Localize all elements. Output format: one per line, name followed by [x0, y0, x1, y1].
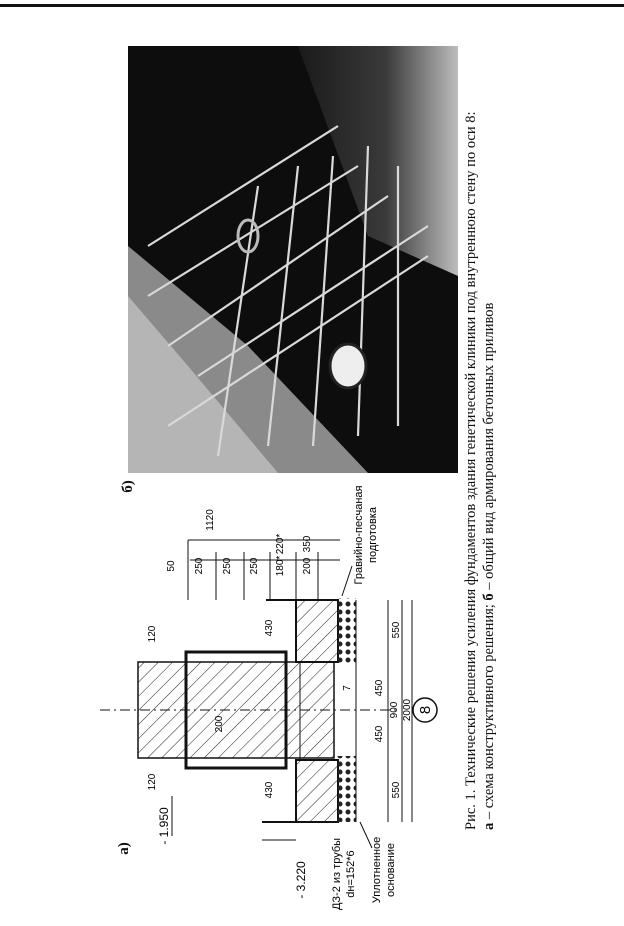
dim-bottom-550-a: 550: [391, 781, 402, 799]
base-label-1: Уплотненное: [371, 836, 383, 904]
dim-bottom-450-b: 450: [374, 679, 385, 697]
gravel-right: [336, 598, 356, 664]
axis-label: 8: [417, 705, 434, 715]
caption-b-text: – общий вид армирования бетонных приливов: [481, 302, 497, 594]
gravel-left: [336, 756, 356, 822]
dim-200: 200: [214, 715, 225, 733]
dim-1120: 1120: [205, 509, 216, 531]
dim-right-220: 220*: [275, 533, 286, 555]
dim-right-50: 50: [166, 560, 177, 572]
dim-bottom-550-b: 550: [391, 621, 402, 639]
level-top: - 1.950: [157, 807, 171, 845]
dim-430-right: 430: [264, 619, 275, 637]
caption-line-1: Рис. 1. Технические решения усиления фундаментов здания генетической клиники под внутреннюю стену по оси 8:: [463, 111, 479, 830]
caption-line-2: [480, 30, 498, 830]
figure-caption: [462, 30, 498, 830]
base-label-2: основание: [385, 843, 397, 897]
dim-bottom-450-a: 450: [374, 725, 385, 743]
caption-a-text: – схема конструктивного решения;: [481, 600, 497, 823]
caption-b-marker: б: [481, 593, 497, 601]
dim-right-250-c: 250: [249, 557, 260, 575]
footing-right: [296, 600, 338, 662]
dim-right-350: 350: [302, 535, 313, 553]
sand-label-2: подготовка: [367, 507, 379, 563]
dim-2000: 2000: [402, 698, 413, 722]
pipe-label-2: dн=152*6: [345, 850, 357, 898]
dim-7: 7: [342, 685, 353, 691]
dim-120-right: 120: [147, 625, 158, 643]
dim-430-left: 430: [264, 781, 275, 799]
footing-left: [296, 760, 338, 822]
sand-label-1: Гравийно-песчаная: [353, 485, 365, 585]
caption-a-marker: а: [481, 822, 497, 830]
foundation-photo: [128, 46, 458, 473]
dim-right-180: 180*: [275, 555, 286, 577]
label-b: б): [119, 480, 136, 493]
dim-120-left: 120: [147, 773, 158, 791]
dim-right-250-b: 250: [222, 557, 233, 575]
pipe-label-1: ДЗ-2 из трубы: [331, 837, 343, 911]
dim-right-250-a: 250: [194, 557, 205, 575]
dim-right-200: 200: [302, 557, 313, 575]
level-bottom: - 3.220: [294, 861, 308, 899]
label-a: а): [115, 842, 132, 855]
dim-900: 900: [389, 701, 400, 719]
